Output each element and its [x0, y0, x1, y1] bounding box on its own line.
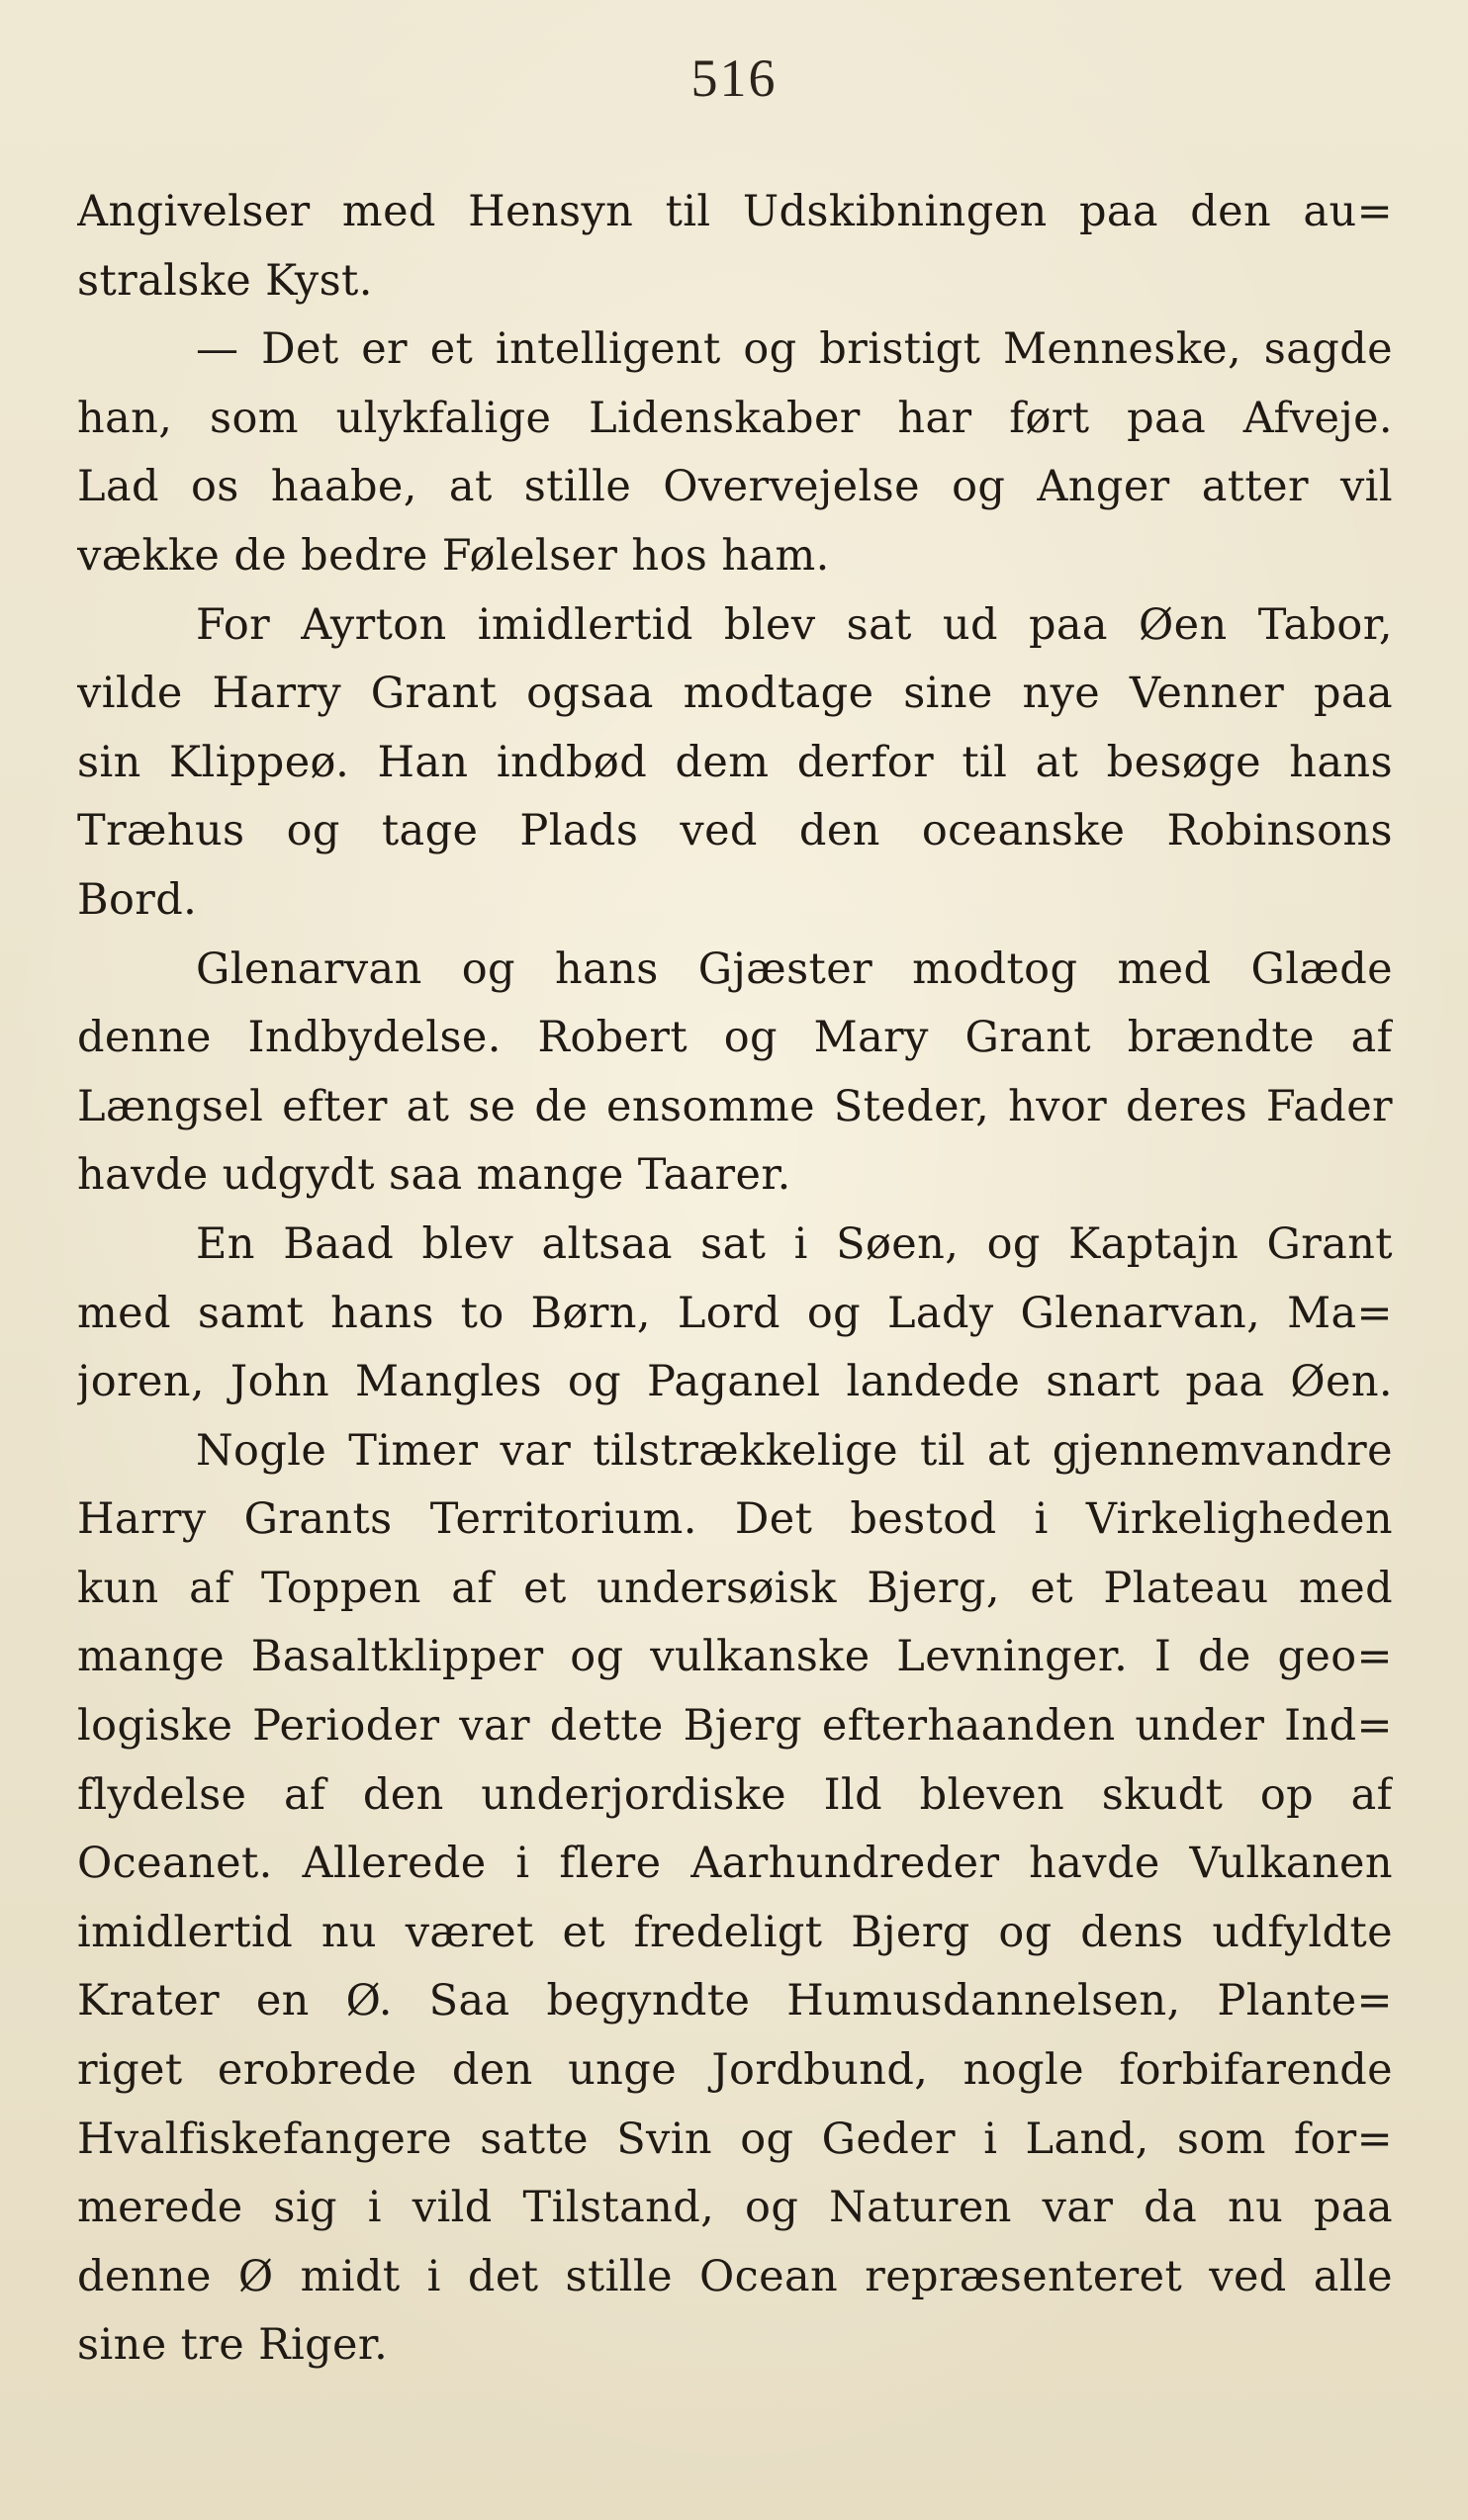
page-number: 516: [690, 48, 778, 108]
text-line: En Baad blev altsaa sat i Søen, og Kaptajn Grant: [196, 1218, 1393, 1269]
text-line: Træhus og tage Plads ved den oceanske Robinsons: [77, 806, 1393, 856]
text-line: sine tre Riger.: [77, 2320, 389, 2371]
text-line: sin Klippeø. Han indbød dem derfor til at besøge hans: [77, 737, 1393, 787]
text-line: Lad os haabe, at stille Overvejelse og Anger atter vil: [77, 462, 1393, 512]
text-line: imidlertid nu været et fredeligt Bjerg og dens udfyldte: [77, 1907, 1393, 1957]
text-line: denne Indbydelse. Robert og Mary Grant brændte af: [77, 1013, 1393, 1063]
text-line: Længsel efter at se de ensomme Steder, hvor deres Fader: [77, 1081, 1393, 1131]
body-text: [77, 178, 1393, 2381]
text-line: merede sig i vild Tilstand, og Naturen var da nu paa: [77, 2183, 1393, 2233]
text-line: Krater en Ø. Saa begyndte Humusdannelsen, Plante=: [77, 1976, 1393, 2026]
text-line: Hvalfiskefangere satte Svin og Geder i Land, som for=: [77, 2114, 1393, 2164]
text-line: riget erobrede den unge Jordbund, nogle forbifarende: [77, 2045, 1393, 2096]
text-line: Nogle Timer var tilstrækkelige til at gjennemvandre: [196, 1425, 1393, 1476]
text-line: med samt hans to Børn, Lord og Lady Glenarvan, Ma=: [77, 1288, 1393, 1338]
text-line: mange Basaltklipper og vulkanske Levninger. I de geo=: [77, 1632, 1393, 1682]
text-line: havde udgydt saa mange Taarer.: [77, 1150, 791, 1201]
text-line: Harry Grants Territorium. Det bestod i Virkeligheden: [77, 1494, 1393, 1545]
text-line: Bord.: [77, 874, 198, 925]
text-line: — Det er et intelligent og bristigt Menneske, sagde: [196, 324, 1393, 375]
text-line: joren, John Mangles og Paganel landede snart paa Øen.: [77, 1357, 1393, 1407]
text-line: vække de bedre Følelser hos ham.: [77, 530, 830, 581]
text-line: stralske Kyst.: [77, 255, 373, 306]
text-line: Glenarvan og hans Gjæster modtog med Glæde: [196, 944, 1393, 994]
text-line: han, som ulykfalige Lidenskaber har ført paa Afveje.: [77, 393, 1393, 443]
text-line: denne Ø midt i det stille Ocean repræsenteret ved alle: [77, 2251, 1393, 2301]
text-line: flydelse af den underjordiske Ild bleven skudt op af: [77, 1769, 1393, 1820]
text-line: Angivelser med Hensyn til Udskibningen paa den au=: [77, 187, 1393, 236]
text-line: vilde Harry Grant ogsaa modtage sine nye Venner paa: [77, 669, 1393, 719]
text-line: kun af Toppen af et undersøisk Bjerg, et Plateau med: [77, 1563, 1393, 1613]
text-line: Oceanet. Allerede i flere Aarhundreder havde Vulkanen: [77, 1839, 1393, 1889]
text-line: logiske Perioder var dette Bjerg efterhaanden under Ind=: [77, 1701, 1393, 1752]
text-line: For Ayrton imidlertid blev sat ud paa Øen Tabor,: [196, 599, 1393, 650]
